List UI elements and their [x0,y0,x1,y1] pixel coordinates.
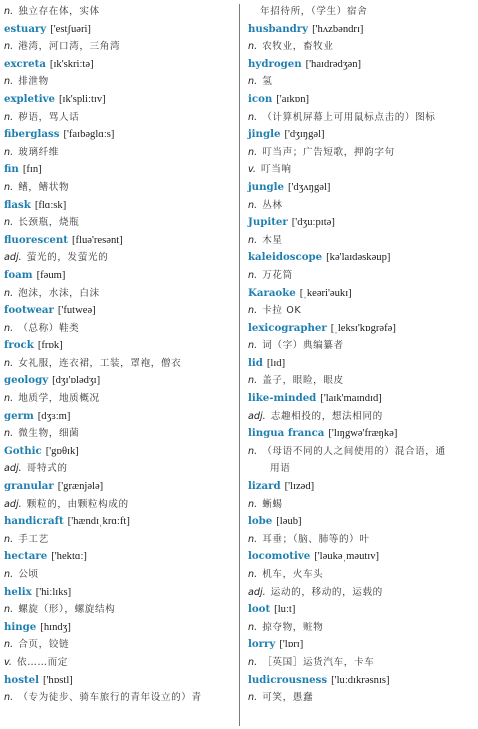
definition: 农牧业，畜牧业 [262,41,334,53]
headword: foam [4,268,33,281]
headword: germ [4,409,34,422]
headword: Gothic [4,444,42,457]
phonetic: [fluə'resənt] [72,234,123,246]
headword-line [248,478,478,496]
part-of-speech: v. [248,164,256,176]
definition: 秽语，骂人话 [18,111,80,123]
part-of-speech: adj. [248,586,266,598]
definition: 依……而定 [17,656,68,668]
headword-line [248,601,478,619]
part-of-speech: n. [4,6,14,17]
headword-line [248,320,478,338]
sense-line [248,3,478,21]
phonetic: ['dʒʌŋgəl] [287,181,331,193]
headword: geology [4,374,49,387]
phonetic: [kə'laɪdəskəup] [326,252,391,264]
headword: like-minded [248,392,317,405]
part-of-speech: n. [248,76,258,88]
definition: 蜥蜴 [262,498,283,510]
headword-line [248,548,478,566]
headword: granular [4,480,54,493]
headword-line [4,267,236,285]
headword-line [4,56,236,74]
phonetic: [hɪndʒ] [40,621,71,633]
dictionary-entry [4,372,236,407]
headword-line [4,672,236,690]
headword: expletive [4,92,56,105]
definition: 词（字）典编纂者 [262,340,344,352]
part-of-speech: adj. [248,410,266,422]
dictionary-entry [248,636,478,671]
dictionary-entry [4,584,236,619]
sense-line [4,355,236,373]
dictionary-entry [248,285,478,320]
headword-line [4,232,236,250]
dictionary-entry [4,548,236,583]
part-of-speech: n. [248,41,258,53]
definition: 运动的，移动的，运载的 [270,586,383,598]
headword: Jupiter [248,216,288,229]
dictionary-entry [248,179,478,214]
headword-line [248,425,478,443]
definition-continuation: 用语 [270,463,291,475]
part-of-speech: n. [248,533,258,545]
headword: lingua franca [248,427,325,440]
phonetic: [lɪd] [266,357,286,369]
headword: lizard [248,480,281,493]
dictionary-entry [4,126,236,161]
headword-line [4,372,236,390]
dictionary-entry [4,197,236,232]
sense-line [4,320,236,338]
headword: ludicrousness [248,673,328,686]
dictionary-entry [4,478,236,513]
definition: （计算机屏幕上可用鼠标点击的）图标 [262,111,436,123]
definition: 排泄物 [18,76,49,88]
headword: kaleidoscope [248,251,323,264]
sense-line [4,109,236,127]
definition: （母语不同的人之间使用的）混合语，通 [262,445,446,457]
definition: 微生物，细菌 [18,428,80,440]
phonetic: ['hʌzbəndrɪ] [312,23,364,35]
headword: Karaoke [248,286,296,299]
phonetic: ['aɪkɒn] [276,93,310,105]
definition: 耳垂；（脑、肺等的）叶 [262,533,370,545]
phonetic: ['dʒuːpɪtə] [291,217,335,229]
dictionary-entry [248,672,478,707]
headword-line [248,21,478,39]
headword: fin [4,163,19,176]
definition: 鳍，鳍状物 [18,181,70,193]
headword: lorry [248,638,276,651]
definition: 叮当响 [261,164,292,176]
dictionary-entry [4,302,236,337]
phonetic: ['ləukəˌməutɪv] [314,551,380,563]
phonetic: ['dʒɪŋgəl] [284,129,325,141]
sense-line [248,337,478,355]
part-of-speech: n. [4,692,14,704]
part-of-speech: n. [248,234,258,246]
headword: locomotive [248,550,311,563]
headword-line [248,249,478,267]
phonetic: ['futweə] [57,305,96,317]
dictionary-entry [248,21,478,56]
sense-line [4,460,236,478]
headword-line [4,548,236,566]
left-column [4,3,236,707]
definition: 手工艺 [18,533,49,545]
part-of-speech: n. [248,445,258,457]
headword-line [248,513,478,531]
part-of-speech: n. [4,76,14,88]
definition: 颗粒的，由颗粒构成的 [26,498,129,510]
definition: 萤光的，发萤光的 [26,252,109,264]
definition: 公顷 [18,569,39,580]
dictionary-entry [248,126,478,179]
headword-line [248,126,478,144]
phonetic: ['haɪdrədʒən] [305,58,362,70]
part-of-speech: n. [4,569,14,580]
definition: （总称）鞋类 [18,322,80,334]
headword: jingle [248,128,281,141]
definition: 女礼服，连衣裙，工装，罩袍，僧衣 [18,357,182,369]
sense-line [4,566,236,584]
sense-line [248,302,478,320]
phonetic: [luːt] [274,604,296,616]
headword: lobe [248,515,273,528]
definition: 长颈瓶，烧瓶 [18,217,80,229]
definition: 年招待所，（学生）宿舍 [260,6,368,17]
phonetic: ['hiːlɪks] [35,586,72,598]
part-of-speech: n. [248,305,258,317]
headword: hostel [4,673,39,686]
sense-line [4,654,236,672]
headword: frock [4,339,34,352]
definition: 木星 [262,234,283,246]
dictionary-entry [248,513,478,548]
sense-line [248,197,478,215]
sense-line [4,73,236,91]
dictionary-entry [4,513,236,548]
dictionary-entry [248,601,478,636]
sense-line [248,267,478,285]
sense-line [248,654,478,672]
part-of-speech: adj. [4,252,22,264]
right-column [248,3,478,707]
dictionary-entry [4,91,236,126]
sense-line [4,144,236,162]
sense-line [4,249,236,267]
part-of-speech: n. [4,217,14,229]
definition: 叮当声；广告短歌，押韵字句 [262,146,395,158]
sense-line [248,372,478,390]
part-of-speech: n. [4,357,14,369]
sense-line [248,144,478,162]
headword-line [4,443,236,461]
headword-line [248,91,478,109]
sense-line [4,38,236,56]
definition: 万花筒 [262,269,293,281]
definition: 合页，铰链 [18,639,70,651]
part-of-speech: adj. [4,463,22,475]
headword-line [4,408,236,426]
sense-line [248,689,478,707]
part-of-speech: n. [248,375,258,387]
headword-line [248,355,478,373]
dictionary-entry [248,3,478,21]
part-of-speech: n. [248,621,258,633]
headword-line [248,179,478,197]
phonetic: [frɒk] [37,340,63,352]
dictionary-entry [248,214,478,249]
part-of-speech: n. [248,269,258,281]
part-of-speech: n. [248,692,258,704]
part-of-speech: n. [4,322,14,334]
dictionary-entry [248,320,478,355]
sense-line [248,584,478,602]
definition: 盖子，眼睑，眼皮 [262,375,344,387]
phonetic: [dʒɪ'ɒlədʒɪ] [52,375,101,387]
column-divider [239,4,240,726]
sense-line [4,214,236,232]
definition: 志趣相投的，想法相同的 [270,410,383,422]
phonetic: ['hændɪˌkrɑːft] [67,516,130,528]
sense-line [248,73,478,91]
phonetic: [fɪn] [22,164,42,176]
headword: footwear [4,304,54,317]
dictionary-entry [4,267,236,302]
headword-line [248,56,478,74]
part-of-speech: n. [4,639,14,651]
dictionary-entry [248,355,478,390]
sense-line [4,425,236,443]
dictionary-entry [248,478,478,513]
dictionary-entry [4,3,236,21]
phonetic: ['hektɑː] [51,551,87,563]
dictionary-entry [248,91,478,126]
part-of-speech: n. [248,199,258,211]
headword: fiberglass [4,128,60,141]
sense-line [4,636,236,654]
headword-line [4,619,236,637]
headword: helix [4,585,32,598]
phonetic: ['laɪk'maɪndɪd] [320,393,382,405]
dictionary-entry [4,161,236,196]
part-of-speech: n. [4,111,14,123]
phonetic: [ɪk'skriːtə] [49,58,94,70]
part-of-speech: n. [4,428,14,440]
dictionary-entry [4,672,236,707]
dictionary-entry [248,548,478,601]
sense-line [248,566,478,584]
phonetic: [ˌleksɪ'kɒgrəfə] [330,322,396,334]
dictionary-entry [4,408,236,443]
sense-line [4,179,236,197]
headword: hydrogen [248,57,302,70]
phonetic: ['hɒstl] [43,674,73,686]
dictionary-entry [248,425,478,478]
dictionary-entry [4,21,236,56]
phonetic: [ɪk'spliːtɪv] [59,93,106,105]
sense-line [248,109,478,127]
headword-line [4,126,236,144]
headword: excreta [4,57,46,70]
dictionary-entry [4,443,236,478]
headword-line [4,513,236,531]
phonetic: ['grænjələ] [57,481,104,493]
headword: loot [248,603,271,616]
definition: 卡拉 OK [262,305,302,317]
dictionary-entry [4,619,236,672]
headword-line [4,91,236,109]
headword-line [4,478,236,496]
sense-line [248,619,478,637]
sense-line [4,3,236,21]
sense-line [4,531,236,549]
phonetic: ['lɒrɪ] [279,639,304,651]
dictionary-entry [4,56,236,91]
headword-line [4,197,236,215]
phonetic: [ˌkeəri'əukɪ] [299,287,352,299]
phonetic: ['estʃuəri] [50,23,91,35]
part-of-speech: n. [4,604,14,616]
headword-line [248,636,478,654]
sense-line [248,531,478,549]
part-of-speech: n. [4,146,14,158]
phonetic: [dʒɜːm] [37,410,71,422]
headword: lexicographer [248,321,327,334]
sense-line [248,408,478,426]
dictionary-entry [4,232,236,267]
sense-line [4,496,236,514]
dictionary-entry [248,249,478,284]
dictionary-entry [248,56,478,91]
dictionary-entry [4,337,236,372]
dictionary-entry [248,390,478,425]
headword-line [248,214,478,232]
part-of-speech: n. [248,498,258,510]
definition: ［英国］运货汽车，卡车 [262,656,375,668]
definition: 可笑，愚蠢 [262,692,314,704]
phonetic: ['lɪzəd] [284,481,315,493]
headword: flask [4,198,31,211]
definition: 地质学，地质概况 [18,393,100,405]
definition: 泡沫，水沫，白沫 [18,287,100,299]
definition: 哥特式的 [26,463,68,475]
headword-line [4,337,236,355]
headword: icon [248,92,273,105]
part-of-speech: n. [248,569,258,580]
definition: （专为徒步、骑车旅行的青年设立的）青 [18,692,202,704]
definition: 丛林 [262,199,283,211]
part-of-speech: n. [4,393,14,405]
sense-line [248,232,478,250]
headword: hinge [4,620,37,633]
headword: husbandry [248,22,309,35]
headword: estuary [4,22,47,35]
headword: fluorescent [4,233,68,246]
definition: 螺旋（形），螺旋结构 [18,604,116,616]
phonetic: ['faɪbəglɑːs] [63,129,115,141]
sense-line [248,443,478,461]
sense-line [4,285,236,303]
phonetic: [ləub] [276,516,302,528]
headword-line [248,672,478,690]
headword: hectare [4,550,48,563]
part-of-speech: n. [248,111,258,123]
headword-line [248,390,478,408]
sense-line [4,390,236,408]
sense-line [248,38,478,56]
headword: lid [248,356,263,369]
definition: 机车，火车头 [262,569,324,580]
headword-line [248,285,478,303]
headword: handicraft [4,515,64,528]
definition: 港湾，河口湾，三角湾 [18,41,121,53]
part-of-speech: n. [248,146,258,158]
part-of-speech: n. [4,287,14,299]
part-of-speech: adj. [4,498,22,510]
part-of-speech: n. [248,656,258,668]
sense-line [248,161,478,179]
part-of-speech: n. [248,340,258,352]
definition: 掠夺物，赃物 [262,621,324,633]
part-of-speech: n. [4,181,14,193]
part-of-speech: v. [4,656,12,668]
definition: 玻璃纤维 [18,146,59,158]
phonetic: ['lɪŋgwə'fræŋkə] [328,428,398,440]
headword-line [4,302,236,320]
phonetic: ['gɒθɪk] [45,445,79,457]
headword-line [4,21,236,39]
sense-line [4,601,236,619]
sense-line [4,689,236,707]
sense-line [248,496,478,514]
part-of-speech: n. [4,41,14,53]
part-of-speech: n. [4,533,14,545]
headword: jungle [248,180,284,193]
definition: 独立存在体，实体 [18,6,100,17]
headword-line [4,161,236,179]
phonetic: [fəum] [36,269,66,281]
phonetic: ['luːdɪkrəsnɪs] [331,674,390,686]
definition: 氢 [262,76,273,88]
headword-line [4,584,236,602]
phonetic: [flɑːsk] [34,199,67,211]
